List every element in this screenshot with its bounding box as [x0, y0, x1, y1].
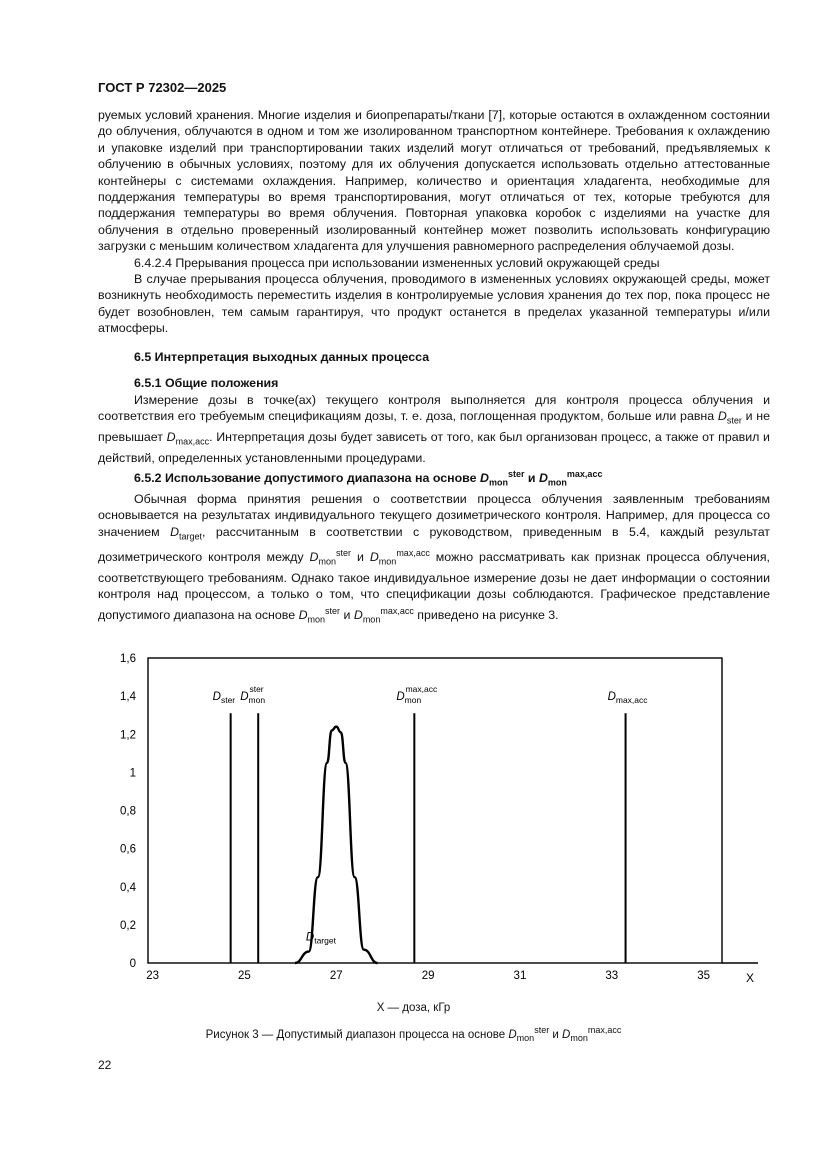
paragraph-general: Измерение дозы в точке(ах) текущего контроля выполняется для контроля процесса облучения и соответствия его требуемым спецификациям дозы, т. е. доза, поглощенная продуктом, больше или равна $D_{ster}$ и не превышает $D_{max,acc}$. Интерпретация дозы будет зависеть от того, как был организован процесс, а также от правил и действий, определенных установленными процедурами.: [98, 392, 770, 465]
x-axis-letter: X: [746, 971, 755, 985]
x-tick-label: 29: [421, 970, 435, 982]
clause-6-4-2-4: 6.4.2.4 Прерывания процесса при использовании измененных условий окружающей среды: [134, 255, 660, 270]
x-tick-label: 35: [697, 970, 711, 982]
x-tick-label: 33: [605, 970, 619, 982]
y-tick-label: 1,4: [120, 691, 136, 704]
x-tick-label: 31: [513, 970, 527, 982]
y-tick-label: 0: [129, 958, 136, 970]
y-tick-label: 0,8: [120, 805, 136, 818]
limit-line-label: $D_{mon}ster$: [240, 683, 266, 705]
section-6-5-2-heading: 6.5.2 Использование допустимого диапазона на основе $D_{mon}^{ster}$ и $D_{mon}^{max,acc}$: [134, 469, 603, 488]
y-tick-label: 1,6: [120, 653, 136, 665]
limit-line-label: $D_{ster}$: [212, 690, 236, 705]
x-axis-title: X — доза, кГр: [376, 1002, 451, 1014]
y-tick-label: 1,2: [120, 729, 136, 742]
figure-caption: Рисунок 3 — Допустимый диапазон процесса на основе $D_{mon}^{ster}$ и $D_{mon}^{max,acc}$: [205, 1025, 622, 1044]
limit-line-label: $D_{mon}\max,acc$: [396, 683, 438, 705]
section-6-5-heading: 6.5 Интерпретация выходных данных процесса: [134, 349, 430, 364]
paragraph-acceptable-range: Обычная форма принятия решения о соответствии процесса облучения заявленным требованиям основывается на результатах индивидуального текущего дозиметрического контроля. Например, для процесса со значением $D_{target}$, рассчитанным в соответствии с руководством, приведенным в 5.4, каждый результат дозиметрического контроля между $D_{mon}^{ster}$ и $D_{mon}^{max,acc}$ можно рассматривать как признак процесса облучения, соответствующего требованиям. Однако такое индивидуальное измерение дозы не дает информации о состоянии контроля над процессом, а только о том, что спецификации дозы соблюдаются. Графическое представление допустимого диапазона на основе $D_{mon}^{ster}$ и $D_{mon}^{max,acc}$ приведено на рисунке 3.: [98, 492, 770, 625]
target-dose-curve: [295, 727, 378, 963]
x-tick-label: 23: [146, 970, 159, 982]
paragraph-cooling: руемых условий хранения. Многие изделия и биопрепараты/ткани [7], которые остаются в охлажденном состоянии до облучения, облучаются в одном и том же изолированном транспортном контейнере. Требования к охлаждению и упаковке изделий при транспортировании таких изделий могут отличаться от требований, предъявляемых к облучению в обычных условиях, поэтому для их облучения допускается использовать отдельно аттестованные контейнеры с системами охлаждения. Например, количество и ориентация хладагента, необходимые для поддержания температуры во время транспортирования, могут отличаться от тех, которые требуются для поддержания температуры во время облучения. Повторная упаковка коробок с изделиями на участке для облучения в отдельно проверенный изолированный контейнер может позволить использовать конфигурацию загрузки с меньшим количеством хладагента для улучшения равномерного распределения облучаемой дозы.: [98, 108, 770, 254]
curve-label-target: $D_{target}$: [305, 931, 336, 946]
section-6-5-1-heading: 6.5.1 Общие положения: [134, 376, 279, 391]
paragraph-interruption: В случае прерывания процесса облучения, проводимого в измененных условиях окружающей среды, может возникнуть необходимость переместить изделия в контролируемые условия хранения до тех пор, пока процесс не будет возобновлен, тем самым гарантируя, что продукт останется в пределах указанной температуры и/или атмосферы.: [98, 272, 770, 336]
y-tick-label: 0,6: [120, 843, 136, 856]
document-header: ГОСТ Р 72302—2025: [98, 80, 227, 95]
x-tick-label: 27: [329, 970, 343, 982]
y-tick-label: 0,2: [120, 919, 136, 932]
x-tick-label: 25: [238, 970, 251, 982]
figure-3-chart: [98, 646, 768, 986]
y-tick-label: 0,4: [120, 881, 136, 894]
limit-line-label: $D_{max,acc}$: [607, 690, 648, 705]
page-number: 22: [98, 1058, 112, 1072]
y-tick-label: 1: [129, 767, 136, 780]
body-text: [98, 107, 770, 628]
